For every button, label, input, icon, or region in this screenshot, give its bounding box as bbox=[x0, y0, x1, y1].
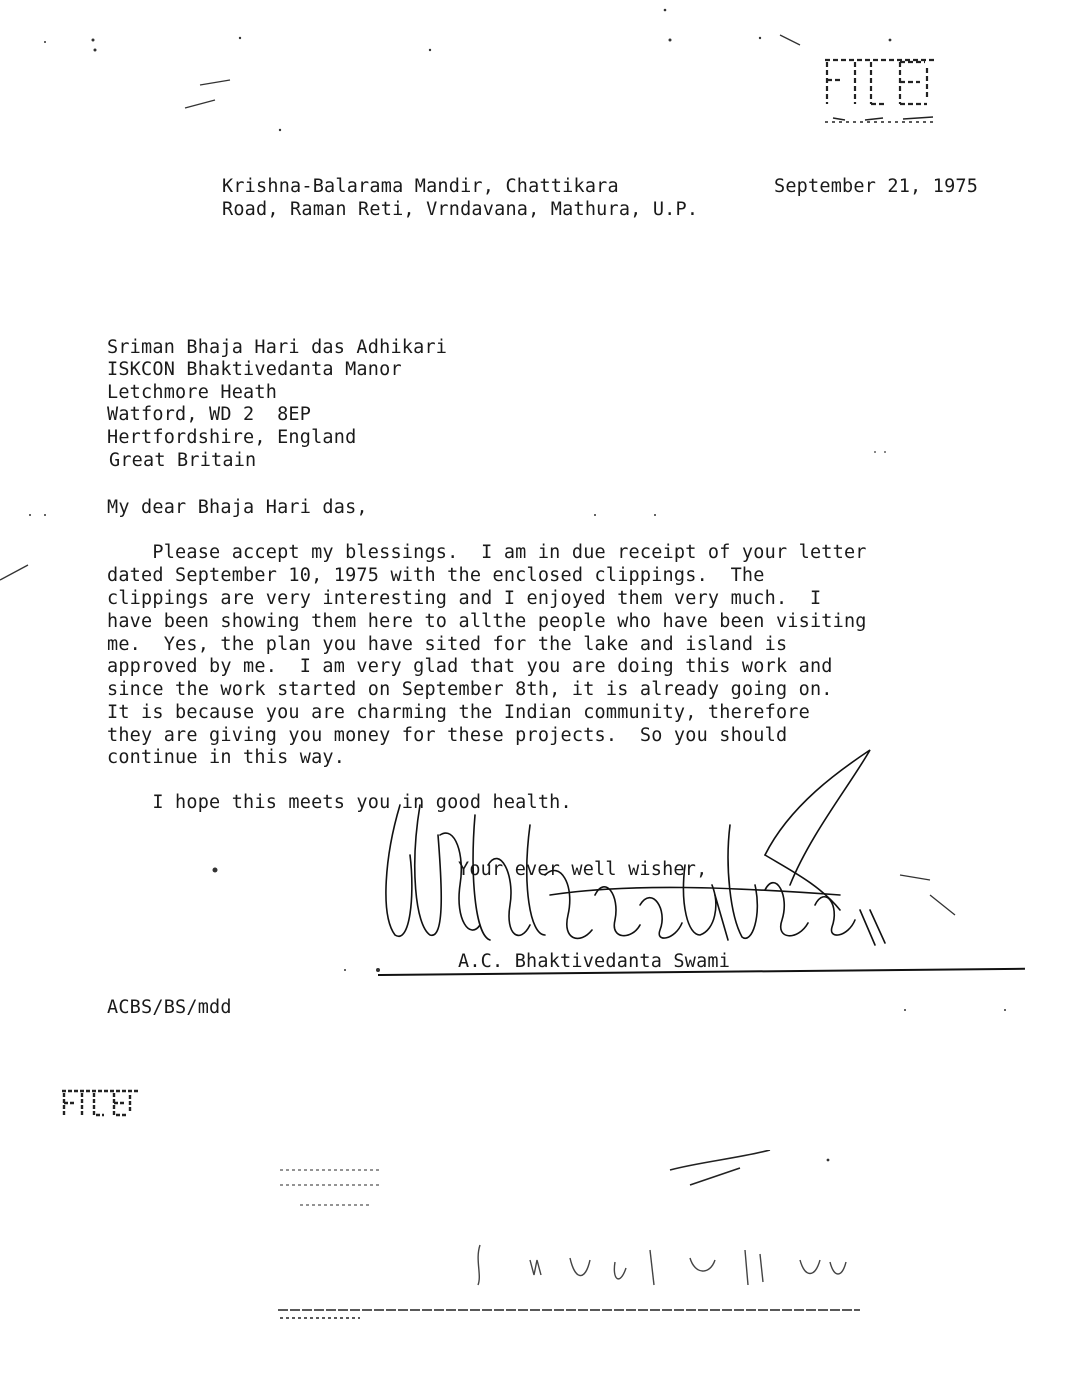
recipient-line: ISKCON Bhaktivedanta Manor bbox=[107, 359, 402, 380]
recipient-line: Hertfordshire, England bbox=[107, 427, 357, 448]
body-line: they are giving you money for these projects. So you should bbox=[107, 725, 788, 746]
closing-wish: I hope this meets you in good health. bbox=[107, 792, 572, 813]
closing: Your ever well wisher, bbox=[458, 859, 708, 880]
recipient-line: Sriman Bhaja Hari das Adhikari bbox=[107, 337, 448, 358]
recipient-line: Great Britain bbox=[109, 450, 257, 471]
body-line: have been showing them here to allthe people who have been visiting bbox=[107, 611, 867, 632]
body-line: me. Yes, the plan you have sited for the lake and island is bbox=[107, 634, 788, 655]
sender-address-line-1: Krishna-Balarama Mandir, Chattikara bbox=[222, 176, 619, 197]
body-line: approved by me. I am very glad that you are doing this work and bbox=[107, 656, 833, 677]
letter-date: September 21, 1975 bbox=[774, 176, 979, 197]
body-line: since the work started on September 8th, it is already going on. bbox=[107, 679, 833, 700]
recipient-line: Letchmore Heath bbox=[107, 382, 278, 403]
signatory-name: A.C. Bhaktivedanta Swami bbox=[458, 951, 731, 972]
body-line: dated September 10, 1975 with the enclosed clippings. The bbox=[107, 565, 765, 586]
body-line: continue in this way. bbox=[107, 747, 346, 768]
reference-initials: ACBS/BS/mdd bbox=[107, 997, 232, 1018]
body-line: It is because you are charming the Indian community, therefore bbox=[107, 702, 810, 723]
recipient-line: Watford, WD 2 8EP bbox=[107, 404, 312, 425]
sender-address-line-2: Road, Raman Reti, Vrndavana, Mathura, U.P. bbox=[222, 199, 699, 220]
salutation: My dear Bhaja Hari das, bbox=[107, 497, 368, 518]
body-line: clippings are very interesting and I enjoyed them very much. I bbox=[107, 588, 822, 609]
body-line: Please accept my blessings. I am in due receipt of your letter bbox=[107, 542, 867, 563]
